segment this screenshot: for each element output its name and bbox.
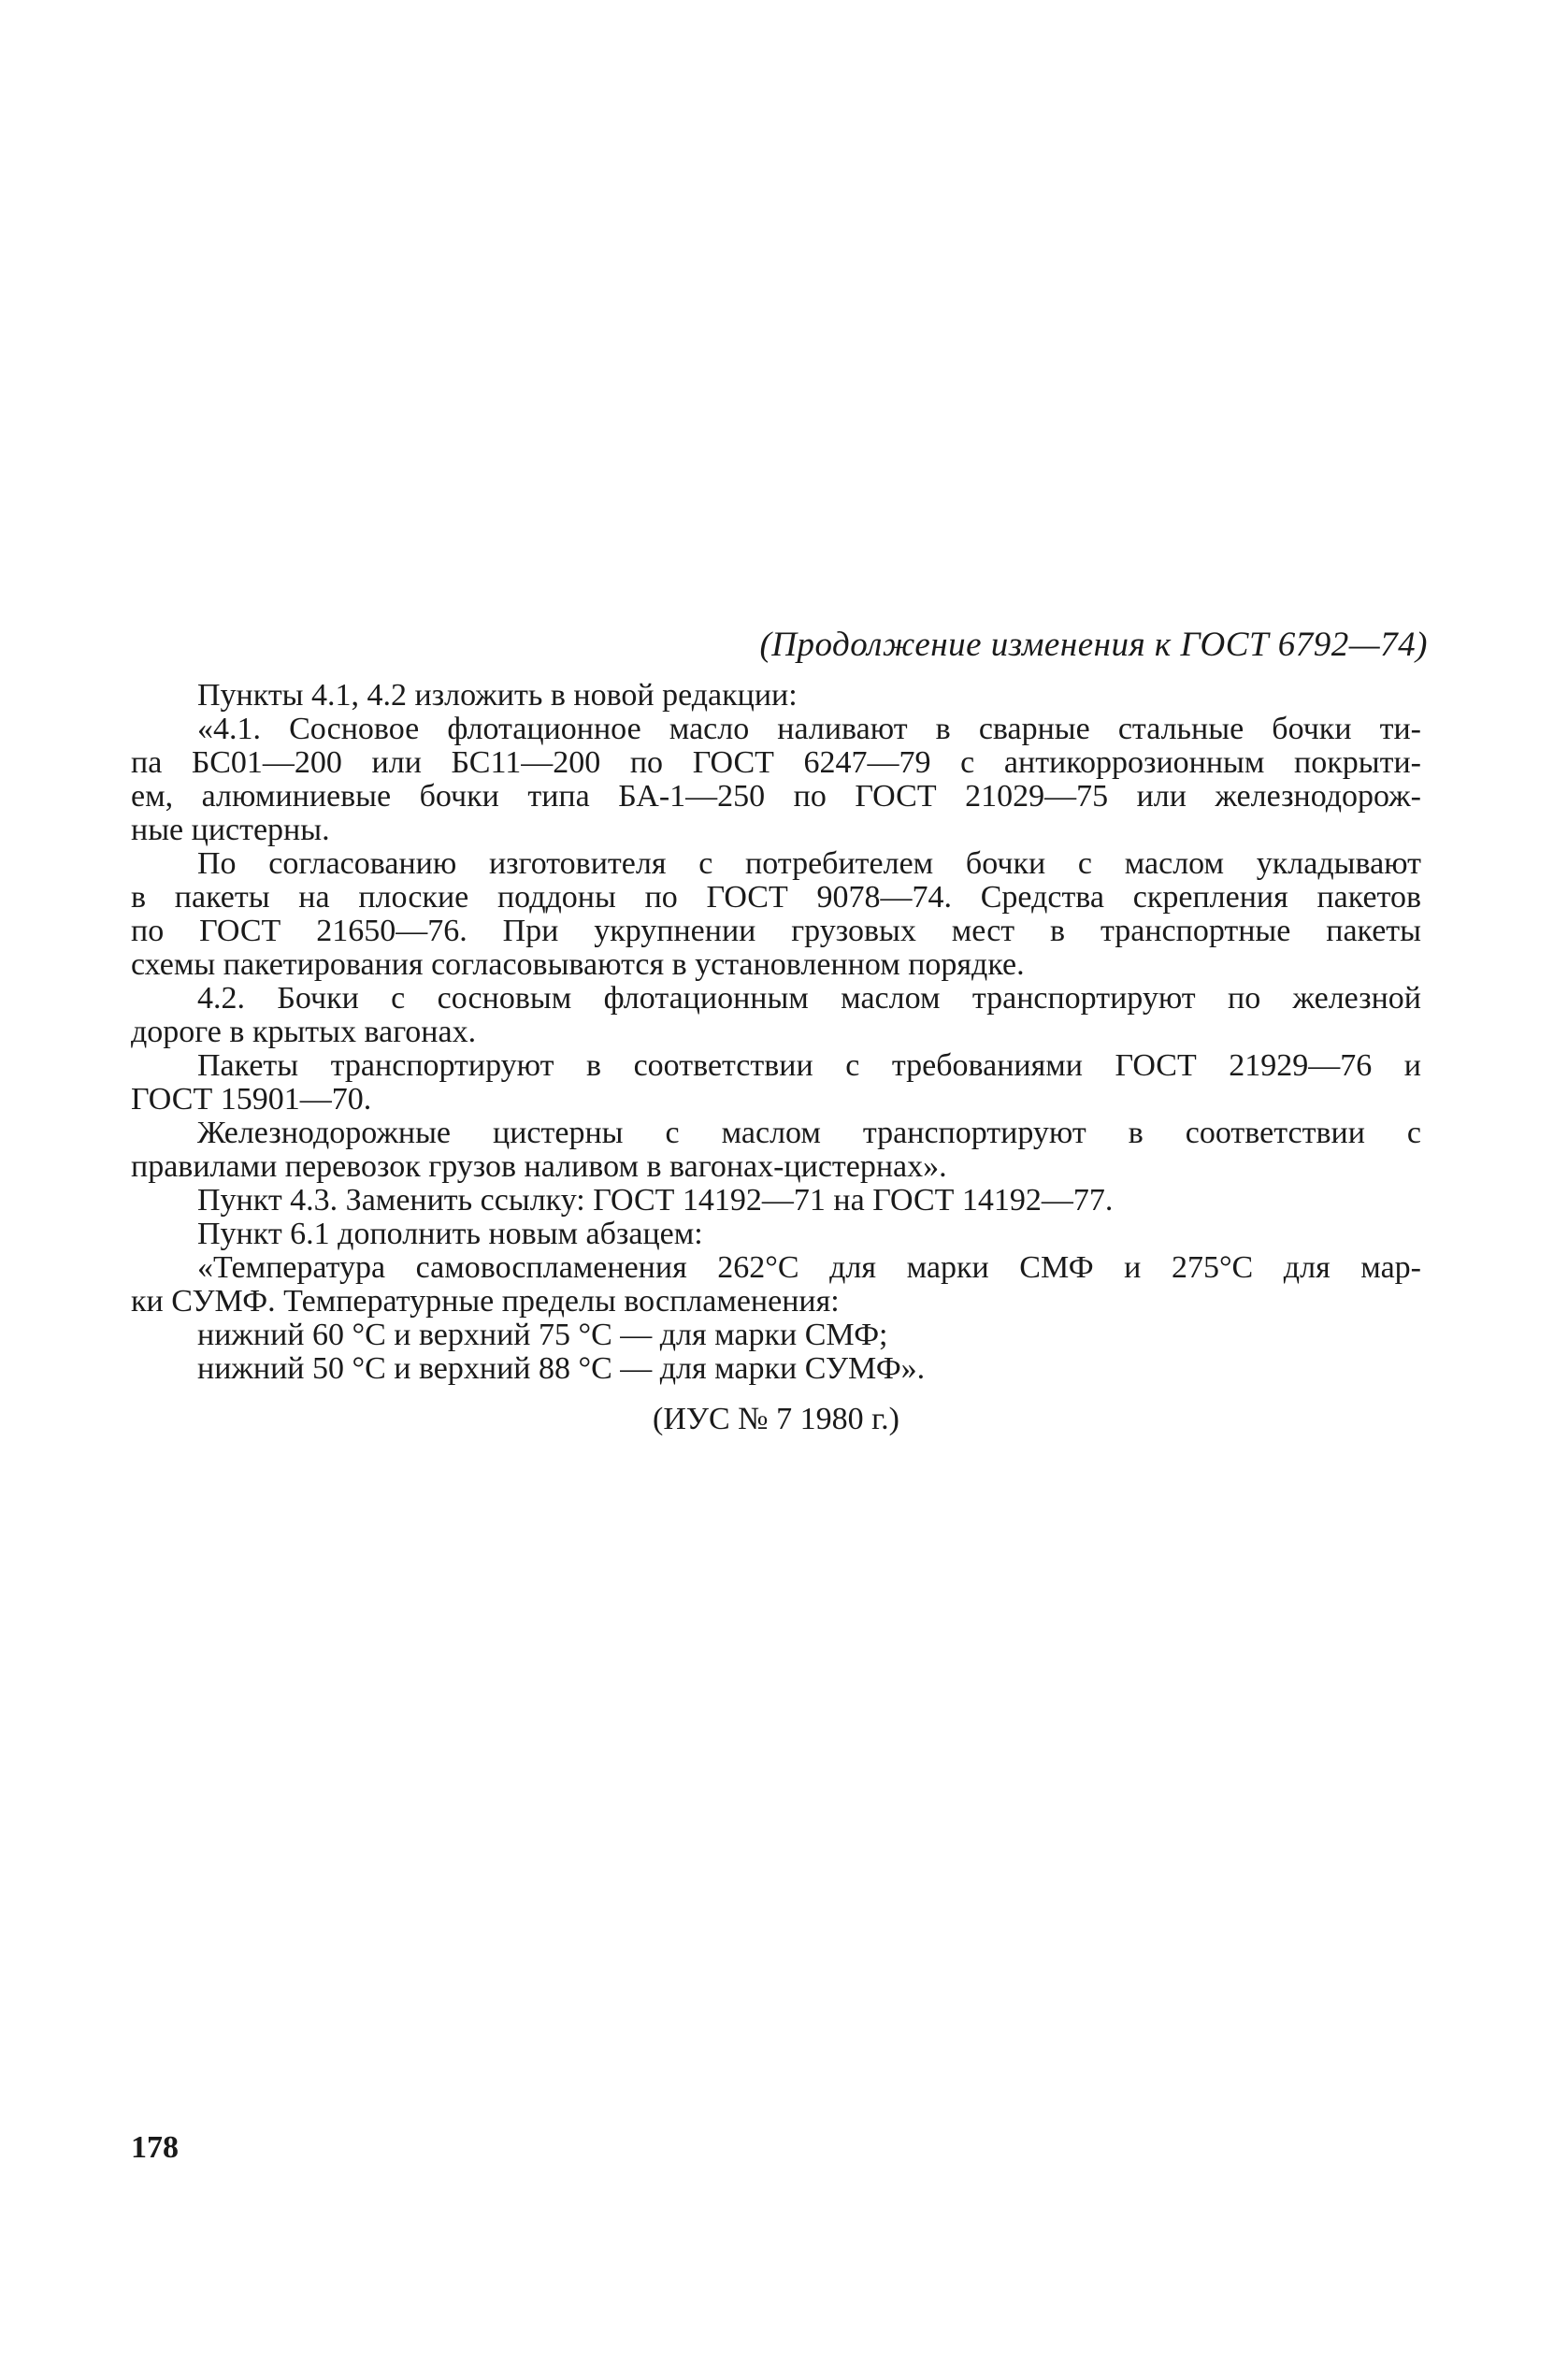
document-body — [131, 679, 1421, 1436]
paragraph-line: «4.1. Сосновое флотационное масло наливают в сварные стальные бочки ти- — [197, 712, 1421, 746]
paragraph-line: Железнодорожные цистерны с маслом транспортируют в соответствии с — [197, 1116, 1421, 1150]
paragraph-line: ем, алюминиевые бочки типа БА-1—250 по ГОСТ 21029—75 или железнодорож- — [131, 779, 1421, 814]
paragraph-line: нижний 50 °С и верхний 88 °С — для марки СУМФ». — [197, 1351, 926, 1386]
paragraph-line: По согласованию изготовителя с потребителем бочки с маслом укладывают — [197, 846, 1421, 881]
paragraph-line: «Температура самовоспламенения 262°С для марки СМФ и 275°С для мар- — [197, 1250, 1421, 1285]
paragraph-line: ГОСТ 15901—70. — [131, 1082, 372, 1117]
paragraph-line: в пакеты на плоские поддоны по ГОСТ 9078—74. Средства скрепления пакетов — [131, 880, 1421, 915]
paragraph-line: Пункт 4.3. Заменить ссылку: ГОСТ 14192—71 на ГОСТ 14192—77. — [197, 1183, 1114, 1218]
paragraph-line: Пакеты транспортируют в соответствии с требованиями ГОСТ 21929—76 и — [197, 1048, 1421, 1083]
paragraph-line: правилами перевозок грузов наливом в вагонах-цистернах». — [131, 1149, 947, 1184]
paragraph-line: ки СУМФ. Температурные пределы воспламенения: — [131, 1284, 840, 1319]
paragraph-line: 4.2. Бочки с сосновым флотационным маслом транспортируют по железной — [197, 981, 1421, 1016]
paragraph-line: ные цистерны. — [131, 813, 330, 847]
paragraph-line: дороге в крытых вагонах. — [131, 1015, 477, 1049]
paragraph-line: Пункт 6.1 дополнить новым абзацем: — [197, 1217, 703, 1251]
paragraph-line: Пункты 4.1, 4.2 изложить в новой редакции: — [197, 678, 798, 713]
source-note: (ИУС № 7 1980 г.) — [653, 1402, 899, 1436]
page-heading: (Продолжение изменения к ГОСТ 6792—74) — [759, 626, 1428, 664]
paragraph-line: схемы пакетирования согласовываются в установленном порядке. — [131, 947, 1025, 982]
page-number: 178 — [131, 2130, 179, 2165]
paragraph-line: па БС01—200 или БС11—200 по ГОСТ 6247—79 с антикоррозионным покрыти- — [131, 745, 1421, 780]
paragraph-line: по ГОСТ 21650—76. При укрупнении грузовых мест в транспортные пакеты — [131, 914, 1421, 948]
paragraph-line: нижний 60 °С и верхний 75 °С — для марки СМФ; — [197, 1318, 888, 1352]
